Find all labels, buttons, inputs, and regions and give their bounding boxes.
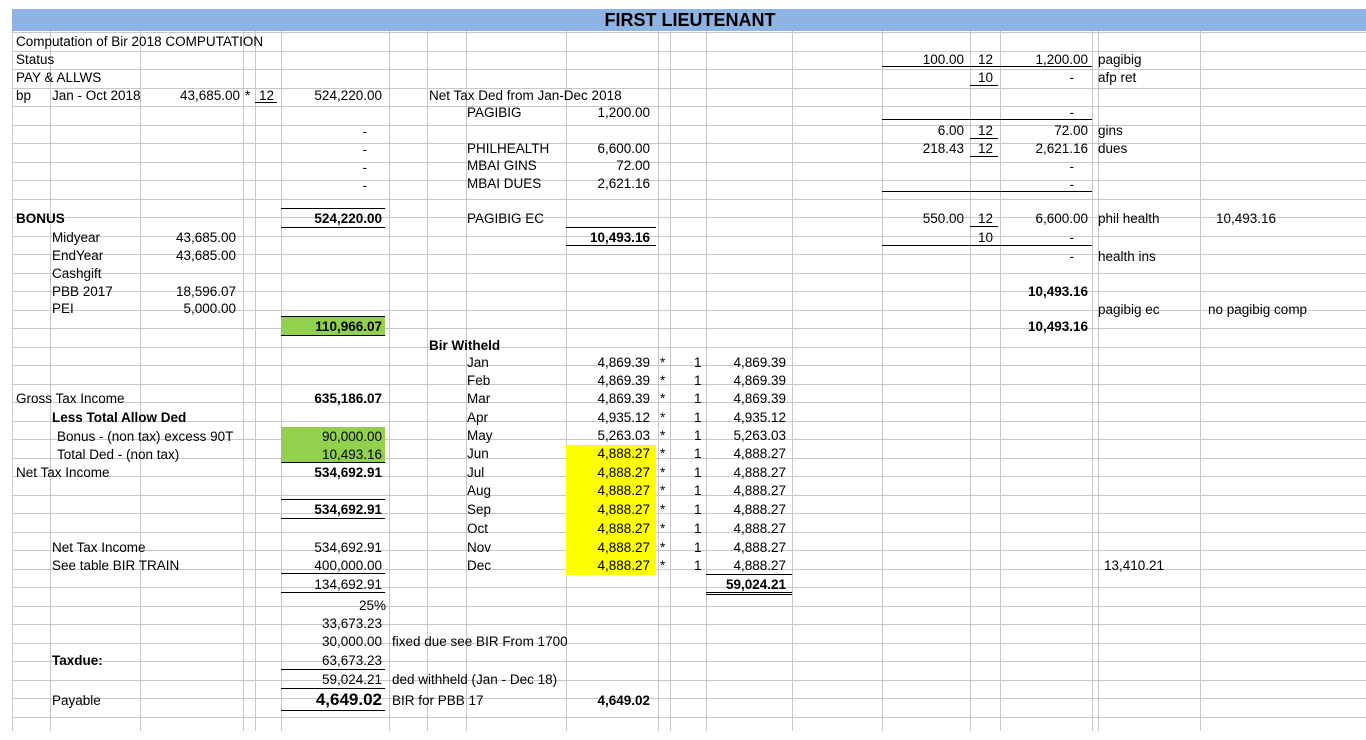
ded-item-value: 1,200.00	[597, 105, 650, 120]
bp-total: 524,220.00	[314, 88, 382, 103]
less-allow-label: Less Total Allow Ded	[52, 410, 187, 425]
taxdue-value: 63,673.23	[321, 653, 382, 668]
bir-month-label: May	[467, 428, 493, 443]
bir-month-label: Sep	[467, 502, 492, 517]
bir-month-count: 1	[694, 410, 702, 425]
bir-month-total: 4,888.27	[733, 540, 786, 555]
calc-fixed: 30,000.00	[321, 634, 382, 649]
n10: 10	[978, 230, 994, 245]
underline	[281, 499, 385, 500]
bir-month-total: 4,869.39	[733, 373, 786, 388]
bir-month-star: *	[660, 373, 666, 388]
bir-month-count: 1	[694, 521, 702, 536]
afp-total: -	[1069, 70, 1074, 85]
bir-month-label: Oct	[467, 521, 489, 536]
bir-month-star: *	[660, 428, 666, 443]
bir-month-total: 4,869.39	[733, 355, 786, 370]
dash: -	[1069, 230, 1074, 245]
total-ded-value: 10,493.16	[321, 447, 382, 462]
gins-n: 12	[978, 123, 994, 138]
bonus-item-value: 18,596.07	[175, 284, 236, 299]
bir-month-star: *	[660, 391, 666, 406]
sheet-title: FIRST LIEUTENANT	[604, 10, 776, 30]
bir-month-label: Jan	[467, 355, 489, 370]
bir-month-total: 4,888.27	[733, 521, 786, 536]
net-tax-ded-title: Net Tax Ded from Jan-Dec 2018	[429, 88, 622, 103]
net-tax-label: Net Tax Income	[16, 465, 110, 480]
pagibig-ec-label: pagibig ec	[1098, 302, 1160, 317]
bp-period: Jan - Oct 2018	[52, 88, 141, 103]
ded-item-label: PAGIBIG	[467, 105, 522, 120]
ded-total: 10,493.16	[589, 230, 650, 245]
underline	[281, 316, 385, 317]
bir-month-amount: 4,869.39	[597, 355, 650, 370]
ded-item-value: 6,600.00	[597, 141, 650, 156]
bir-month-amount: 4,888.27	[597, 446, 650, 461]
gross-tax-value: 635,186.07	[314, 391, 382, 406]
status-label: Status	[16, 52, 55, 67]
bir-month-star: *	[660, 521, 666, 536]
calc-base: 400,000.00	[314, 558, 382, 573]
taxdue-label: Taxdue:	[52, 653, 103, 668]
bonus-item-value: 43,685.00	[175, 248, 236, 263]
bir-total: 59,024.21	[725, 577, 786, 592]
dues-rate: 218.43	[922, 141, 964, 156]
bonus-item-value: 5,000.00	[183, 301, 236, 316]
pay-allws-label: PAY & ALLWS	[16, 70, 102, 85]
bonus-item-label: PEI	[52, 301, 74, 316]
bir-month-amount: 5,263.03	[597, 428, 650, 443]
bir-month-amount: 4,888.27	[597, 521, 650, 536]
withheld-note: ded withheld (Jan - Dec 18)	[392, 672, 558, 687]
dash: -	[1069, 177, 1074, 192]
bir-month-count: 1	[694, 355, 702, 370]
bir-month-amount: 4,888.27	[597, 502, 650, 517]
afp-n: 10	[978, 70, 994, 85]
bir-month-label: Aug	[467, 483, 492, 498]
bir-month-star: *	[660, 558, 666, 573]
bir-month-total: 4,888.27	[733, 465, 786, 480]
gins-total: 72.00	[1054, 123, 1088, 138]
payable-label: Payable	[52, 693, 101, 708]
dash: -	[1069, 249, 1074, 264]
dash: -	[1069, 105, 1074, 120]
dash: -	[362, 160, 367, 175]
bir-month-total: 4,888.27	[733, 483, 786, 498]
withheld-value: 59,024.21	[321, 672, 382, 687]
bir-month-star: *	[660, 540, 666, 555]
ph-total: 6,600.00	[1035, 211, 1088, 226]
bir-month-count: 1	[694, 446, 702, 461]
bir-month-total: 4,888.27	[733, 558, 786, 573]
bir-month-total: 5,263.03	[733, 428, 786, 443]
bp-months: 12	[259, 88, 275, 103]
sum1: 10,493.16	[1027, 284, 1088, 299]
calc-tax-excess: 33,673.23	[321, 616, 382, 631]
dues-label: dues	[1098, 141, 1128, 156]
health-ins-label: health ins	[1098, 249, 1156, 264]
underline	[566, 227, 656, 228]
gins-label: gins	[1098, 123, 1123, 138]
bir-month-count: 1	[694, 373, 702, 388]
bir-month-total: 4,869.39	[733, 391, 786, 406]
net-tax-value-2: 534,692.91	[314, 502, 382, 517]
bir-month-total: 4,888.27	[733, 502, 786, 517]
dash: -	[362, 142, 367, 157]
dues-total: 2,621.16	[1035, 141, 1088, 156]
bir-month-star: *	[660, 410, 666, 425]
bir-month-label: Nov	[467, 540, 492, 555]
bir-month-amount: 4,888.27	[597, 465, 650, 480]
ph-n: 12	[978, 211, 994, 226]
total-ded-label: Total Ded - (non tax)	[57, 447, 180, 462]
bir-month-label: Apr	[467, 410, 489, 425]
bir-month-total: 4,935.12	[733, 410, 786, 425]
ded-item-label: PHILHEALTH	[467, 141, 550, 156]
calc-net: 534,692.91	[314, 540, 382, 555]
ded-item-label: MBAI GINS	[467, 158, 537, 173]
bir-month-count: 1	[694, 502, 702, 517]
underline	[281, 710, 385, 711]
calc-rate: 25%	[358, 598, 386, 613]
bir-month-count: 1	[694, 465, 702, 480]
bonus-item-label: EndYear	[52, 248, 104, 263]
bir-month-amount: 4,888.27	[597, 483, 650, 498]
bir-month-count: 1	[694, 483, 702, 498]
far-total: 13,410.21	[1104, 558, 1165, 573]
bir-month-label: Mar	[467, 391, 491, 406]
bir-title: Bir Witheld	[429, 338, 501, 353]
net-tax-value: 534,692.91	[314, 465, 382, 480]
bp-rate: 43,685.00	[179, 88, 240, 103]
bonus-item-label: Midyear	[52, 230, 101, 245]
bir-month-amount: 4,869.39	[597, 391, 650, 406]
bonus-nontax-label: Bonus - (non tax) excess 90T	[57, 429, 234, 444]
pagibig-rate: 100.00	[922, 52, 964, 67]
gross-tax-label: Gross Tax Income	[16, 391, 125, 406]
ded-item-value: 2,621.16	[597, 176, 650, 191]
bir-month-count: 1	[694, 391, 702, 406]
pagibig-label: pagibig	[1098, 52, 1142, 67]
ph-label: phil health	[1098, 211, 1160, 226]
ded-item-label: PAGIBIG EC	[467, 211, 545, 226]
sum2: 10,493.16	[1027, 319, 1088, 334]
bp-label: bp	[16, 88, 32, 103]
dues-n: 12	[978, 141, 994, 156]
bir-month-amount: 4,869.39	[597, 373, 650, 388]
bonus-item-value: 43,685.00	[175, 230, 236, 245]
bir-month-star: *	[660, 355, 666, 370]
bonus-nontax-value: 90,000.00	[321, 429, 382, 444]
bonus-total: 110,966.07	[315, 319, 382, 334]
net-tax-label-2: Net Tax Income	[52, 540, 146, 555]
payable-value-2: 4,649.02	[597, 693, 650, 708]
bir-month-count: 1	[694, 558, 702, 573]
bonus-item-label: Cashgift	[52, 266, 102, 281]
afp-label: afp ret	[1098, 70, 1137, 85]
bir-month-star: *	[660, 483, 666, 498]
calc-fixed-note: fixed due see BIR From 1700	[392, 634, 568, 649]
bir-month-label: Jul	[467, 465, 485, 480]
ph-extra: 10,493.16	[1216, 211, 1277, 226]
dash: -	[362, 124, 367, 139]
bp-star: *	[245, 88, 251, 103]
sheet-heading: Computation of Bir 2018 COMPUTATION	[16, 34, 264, 49]
bir-month-amount: 4,935.12	[597, 410, 650, 425]
dash: -	[362, 178, 367, 193]
gins-rate: 6.00	[937, 123, 964, 138]
bir-month-label: Feb	[467, 373, 491, 388]
payable-value: 4,649.02	[315, 690, 382, 709]
bonus-item-label: PBB 2017	[52, 284, 113, 299]
bir-month-label: Jun	[467, 446, 489, 461]
bir-month-total: 4,888.27	[733, 446, 786, 461]
bir-month-count: 1	[694, 428, 702, 443]
pagibig-total: 1,200.00	[1035, 52, 1088, 67]
bir-month-count: 1	[694, 540, 702, 555]
bonus-sum: 524,220.00	[314, 211, 382, 226]
bir-month-star: *	[660, 446, 666, 461]
see-table-label: See table BIR TRAIN	[52, 558, 180, 573]
bir-month-label: Dec	[467, 558, 492, 573]
underline	[281, 208, 385, 209]
bir-month-amount: 4,888.27	[597, 558, 650, 573]
ded-item-value: 72.00	[616, 158, 650, 173]
calc-excess: 134,692.91	[314, 577, 382, 592]
ded-item-label: MBAI DUES	[467, 176, 542, 191]
no-pagibig-label: no pagibig comp	[1208, 302, 1308, 317]
bonus-label: BONUS	[16, 211, 65, 226]
bir-month-amount: 4,888.27	[597, 540, 650, 555]
bir-month-star: *	[660, 502, 666, 517]
dash: -	[1069, 159, 1074, 174]
ph-rate: 550.00	[922, 211, 964, 226]
bir-month-star: *	[660, 465, 666, 480]
pagibig-n: 12	[978, 52, 994, 67]
payable-note: BIR for PBB 17	[392, 693, 484, 708]
